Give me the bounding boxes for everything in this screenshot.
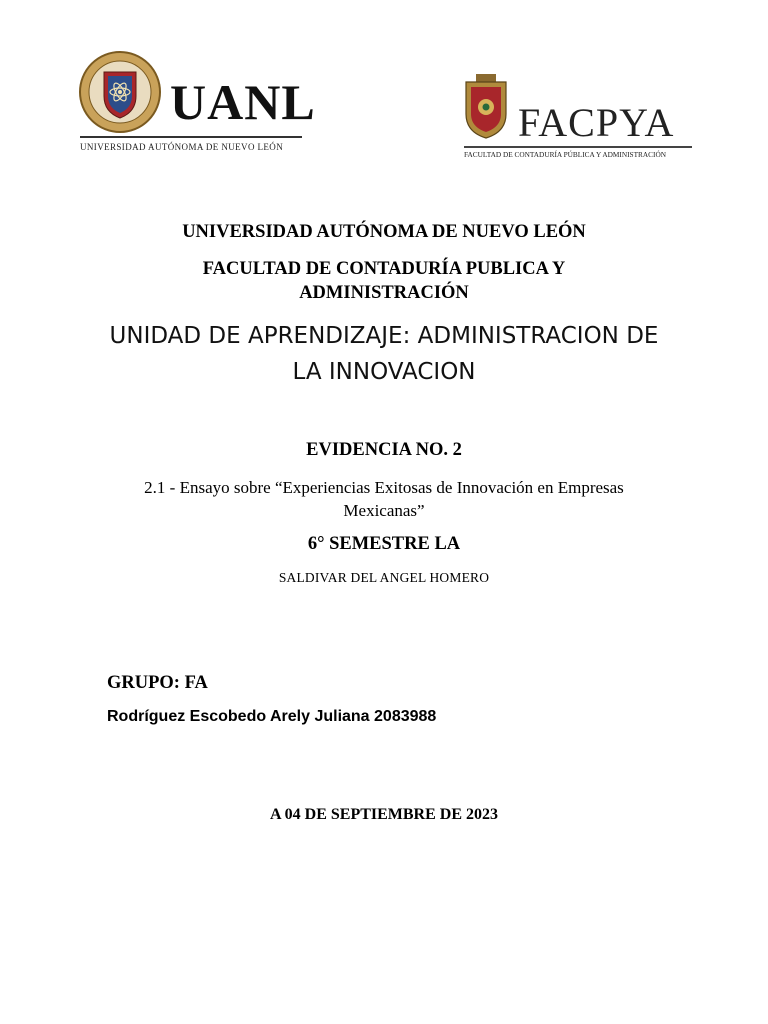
uanl-wordmark: UANL — [170, 74, 316, 130]
facpya-shield-icon — [462, 74, 510, 140]
faculty-title-line1: FACULTAD DE CONTADURÍA PUBLICA Y — [202, 259, 566, 279]
facpya-subtitle: FACULTAD DE CONTADURÍA PÚBLICA Y ADMINISTRACIÓN — [464, 150, 667, 159]
semester-label: 6° SEMESTRE LA — [307, 534, 461, 554]
unidad-title-line2: LA INNOVACION — [292, 359, 476, 385]
uanl-divider — [80, 136, 302, 138]
evidence-title: EVIDENCIA NO. 2 — [306, 440, 462, 460]
uanl-subtitle: UNIVERSIDAD AUTÓNOMA DE NUEVO LEÓN — [80, 142, 284, 152]
student-name: Rodríguez Escobedo Arely Juliana 2083988 — [107, 708, 437, 725]
facpya-logo — [462, 74, 694, 164]
faculty-title-line2: ADMINISTRACIÓN — [299, 283, 469, 303]
uanl-seal-icon — [78, 50, 162, 134]
uanl-logo — [78, 50, 316, 160]
group-label: GRUPO: FA — [107, 673, 208, 693]
unidad-title-line1: UNIDAD DE APRENDIZAJE: ADMINISTRACION DE — [109, 323, 659, 349]
facpya-wordmark: FACPYA — [518, 100, 675, 145]
essay-title-line1: 2.1 - Ensayo sobre “Experiencias Exitosas de Innovación en Empresas — [144, 478, 624, 497]
university-title: UNIVERSIDAD AUTÓNOMA DE NUEVO LEÓN — [182, 222, 586, 242]
date-line: A 04 DE SEPTIEMBRE DE 2023 — [269, 806, 499, 823]
teacher-name: SALDIVAR DEL ANGEL HOMERO — [278, 570, 490, 585]
facpya-divider — [464, 146, 692, 148]
essay-title-line2: Mexicanas” — [343, 501, 425, 520]
